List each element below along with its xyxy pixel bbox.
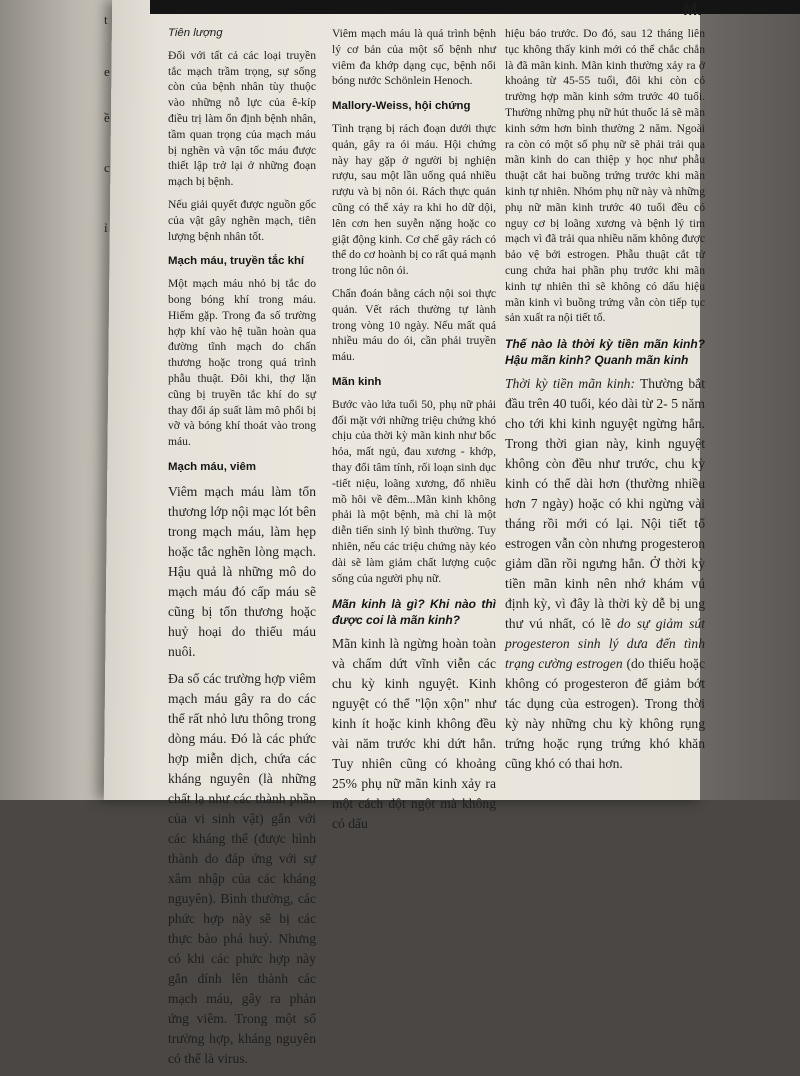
paragraph: Tình trạng bị rách đoạn dưới thực quản, gây ra ói máu. Hội chứng này hay gặp ở người bị nghiện rượu, sau một lần uống quá nhiều rượu và bị nôn ói. Rách thực quản cũng có thể xảy ra khi ho dữ dội, lên cơn hen suyễn nặng hoặc co giật động kinh. Cơ chế gây rách có thể do cơ hoành bị co rất quá mạnh trong lúc nôn ói.: [332, 121, 496, 278]
paragraph: hiệu báo trước. Do đó, sau 12 tháng liên tục không thấy kinh mới có thể chắc chắn là đã mãn kinh. Mãn kinh thường xảy ra ở khoảng từ 45-55 tuổi, đôi khi còn có trường hợp mãn kinh sớm trước 40 tuổi. Thường những phụ nữ hút thuốc lá sẽ mãn kinh sớm hơn bình thường 2 năm. Ngoài ra còn có một số phụ nữ sẽ phải trải qua mãn kinh do can thiệp y học như phẫu thuật cắt hai buồng trứng trước khi mãn kinh tự nhiên. Nhóm phụ nữ này và những phụ nữ mãn kinh trước 40 tuổi đều có nguy cơ bị loãng xương và bệnh lý tim mạch vì đã trải qua nhiều năm không được bảo vệ bởi estrogen. Phẫu thuật cắt tử cung chứa hai phần phụ trước khi mãn kinh tự nhiên thì sẽ không có dấu hiệu mãn kinh vì buồng trứng vẫn còn tiếp tục sản xuất ra nội tiết tố.: [505, 27, 705, 325]
column-1: [168, 26, 316, 1076]
paragraph: Mãn kinh là ngừng hoàn toàn và chấm dứt vĩnh viễn các chu kỳ kinh nguyệt. Kinh nguyệt có thể "lộn xộn" như kinh ít hoặc kinh không đều vài năm trước khi dứt hẳn. Tuy nhiên cũng có khoảng 25% phụ nữ mãn kinh xảy ra một cách đột ngột mà không có dấu: [332, 636, 496, 832]
entry-heading: Mạch máu, viêm: [168, 460, 256, 473]
prev-page-fragment: c: [104, 160, 110, 175]
subheading: Tiên lượng: [168, 27, 223, 39]
column-2: [332, 26, 496, 841]
paragraph: [505, 374, 705, 774]
paragraph: Đa số các trường hợp viêm mạch máu gây ra do các thể rất nhỏ lưu thông trong dòng máu. Đó là các phức hợp miễn dịch, chứa các kháng nguyên (là những chất lạ như các thành phần của vi sinh vật) gắn với các kháng thể (được hình thành do đáp ứng với sự xâm nhập của các kháng nguyên). Bình thường, các phức hợp này sẽ bị các thực bào phá huỷ. Nhưng có khi các phức hợp này gắn dính lên thành các mạch máu, gây ra phản ứng viêm. Trong một số trường hợp, kháng nguyên có thể là virus.: [168, 670, 316, 1066]
header-bar: [150, 0, 800, 14]
paragraph: Đối với tất cả các loại truyền tắc mạch trầm trọng, sự sống còn của bệnh nhân tùy thuộc vào những nỗ lực của ê-kíp điều trị làm ổn định bệnh nhân, tầm quan trọng của mạch máu bị nghẽn và vận tốc máu được thiết lập trở lại ở những đoạn mạch bị bệnh.: [168, 48, 316, 189]
paragraph: Chẩn đoán bằng cách nội soi thực quản. Vết rách thường tự lành trong vòng 10 ngày. Nếu mất quá nhiều máu do ói, cần phải truyền máu.: [332, 286, 496, 364]
entry-heading: Mãn kinh: [332, 375, 382, 388]
question-heading: Mãn kinh là gì? Khi nào thì được coi là mãn kinh?: [332, 597, 496, 628]
paragraph: Bước vào lứa tuổi 50, phụ nữ phải đối mặt với những triệu chứng khó chịu của thời kỳ mãn kinh như bốc hỏa, mất ngủ, đau xương - khớp, thay đổi tâm tính, rối loạn sinh dục -tiết niệu, loãng xương, đổ nhiều mồ hôi về đêm...Mãn kinh không phải là một bệnh, mà chỉ là một diễn tiến sinh lý bình thường. Tuy nhiên, nếu các triệu chứng này kéo dài sẽ làm giảm chất lượng cuộc sống của người phụ nữ.: [332, 397, 496, 585]
paragraph: Viêm mạch máu làm tổn thương lớp nội mạc lót bên trong mạch máu, làm hẹp hoặc tắc nghẽn lòng mạch. Hậu quả là những mô do mạch máu đó cấp máu sẽ cũng bị tổn thương hoặc huỷ hoại do thiếu máu nuôi.: [168, 483, 316, 659]
paragraph-text: (do thiếu hoặc không có progesteron để giảm bớt tác dụng của estrogen). Trong thời kỳ này những chu kỳ không rụng trứng hoặc rụng trứng khó khăn cũng khó có thai hơn.: [505, 656, 705, 772]
lead-in: Thời kỳ tiền mãn kinh:: [505, 376, 635, 392]
paragraph: Viêm mạch máu là quá trình bệnh lý cơ bản của một số bệnh như viêm đa khớp dạng cục, bệnh nổi bóng nước Schönlein Henoch.: [332, 27, 496, 88]
right-shadow: [700, 0, 800, 800]
prev-page-fragment: ề: [104, 110, 110, 125]
paragraph: Nếu giải quyết được nguồn gốc của vật gây nghẽn mạch, tiên lượng bệnh nhân tốt.: [168, 197, 316, 243]
column-3: [505, 26, 705, 781]
section-letter: M.: [683, 0, 702, 19]
prev-page-fragment: e: [104, 64, 110, 79]
entry-heading: Mallory-Weiss, hội chứng: [332, 100, 471, 113]
question-heading: Thế nào là thời kỳ tiền mãn kinh? Hậu mãn kinh? Quanh mãn kinh: [505, 337, 705, 368]
paragraph: Một mạch máu nhỏ bị tắc do bong bóng khí trong máu. Hiếm gặp. Trong đa số trường hợp khí vào hệ tuần hoàn qua đường tĩnh mạch do chấn thương hoặc trong quá trình phẫu thuật. Đôi khi, thợ lặn cũng bị truyền tắc khí do sự thay đổi áp suất làm mô phổi bị vỡ và bóng khí thoát vào trong máu.: [168, 277, 316, 449]
paragraph-text: Thường bắt đầu trên 40 tuổi, kéo dài từ 2- 5 năm cho tới khi kinh nguyệt ngừng hẳn. Trong thời gian này, kinh nguyệt không còn đều như trước, chu kỳ kinh có thể dài hơn (thường nhiều hơn 7 ngày) hoặc có khi ngừng vài tháng rồi mới có lại. Nội tiết tố estrogen vẫn còn nhưng progesteron giảm dần rồi ngưng hẳn. Ở thời kỳ tiền mãn kinh nên nhớ khám vú định kỳ, vì đây là thời kỳ dễ bị ung thư vú nhất, có lẽ: [505, 376, 705, 632]
italic-text: do sự giảm sút progesteron sinh lý dưa đến tình trạng cường estrogen: [505, 616, 706, 672]
prev-page-fragment: ỉ: [104, 220, 108, 235]
entry-heading: Mạch máu, truyền tắc khí: [168, 255, 305, 268]
prev-page-fragment: t: [104, 12, 108, 27]
